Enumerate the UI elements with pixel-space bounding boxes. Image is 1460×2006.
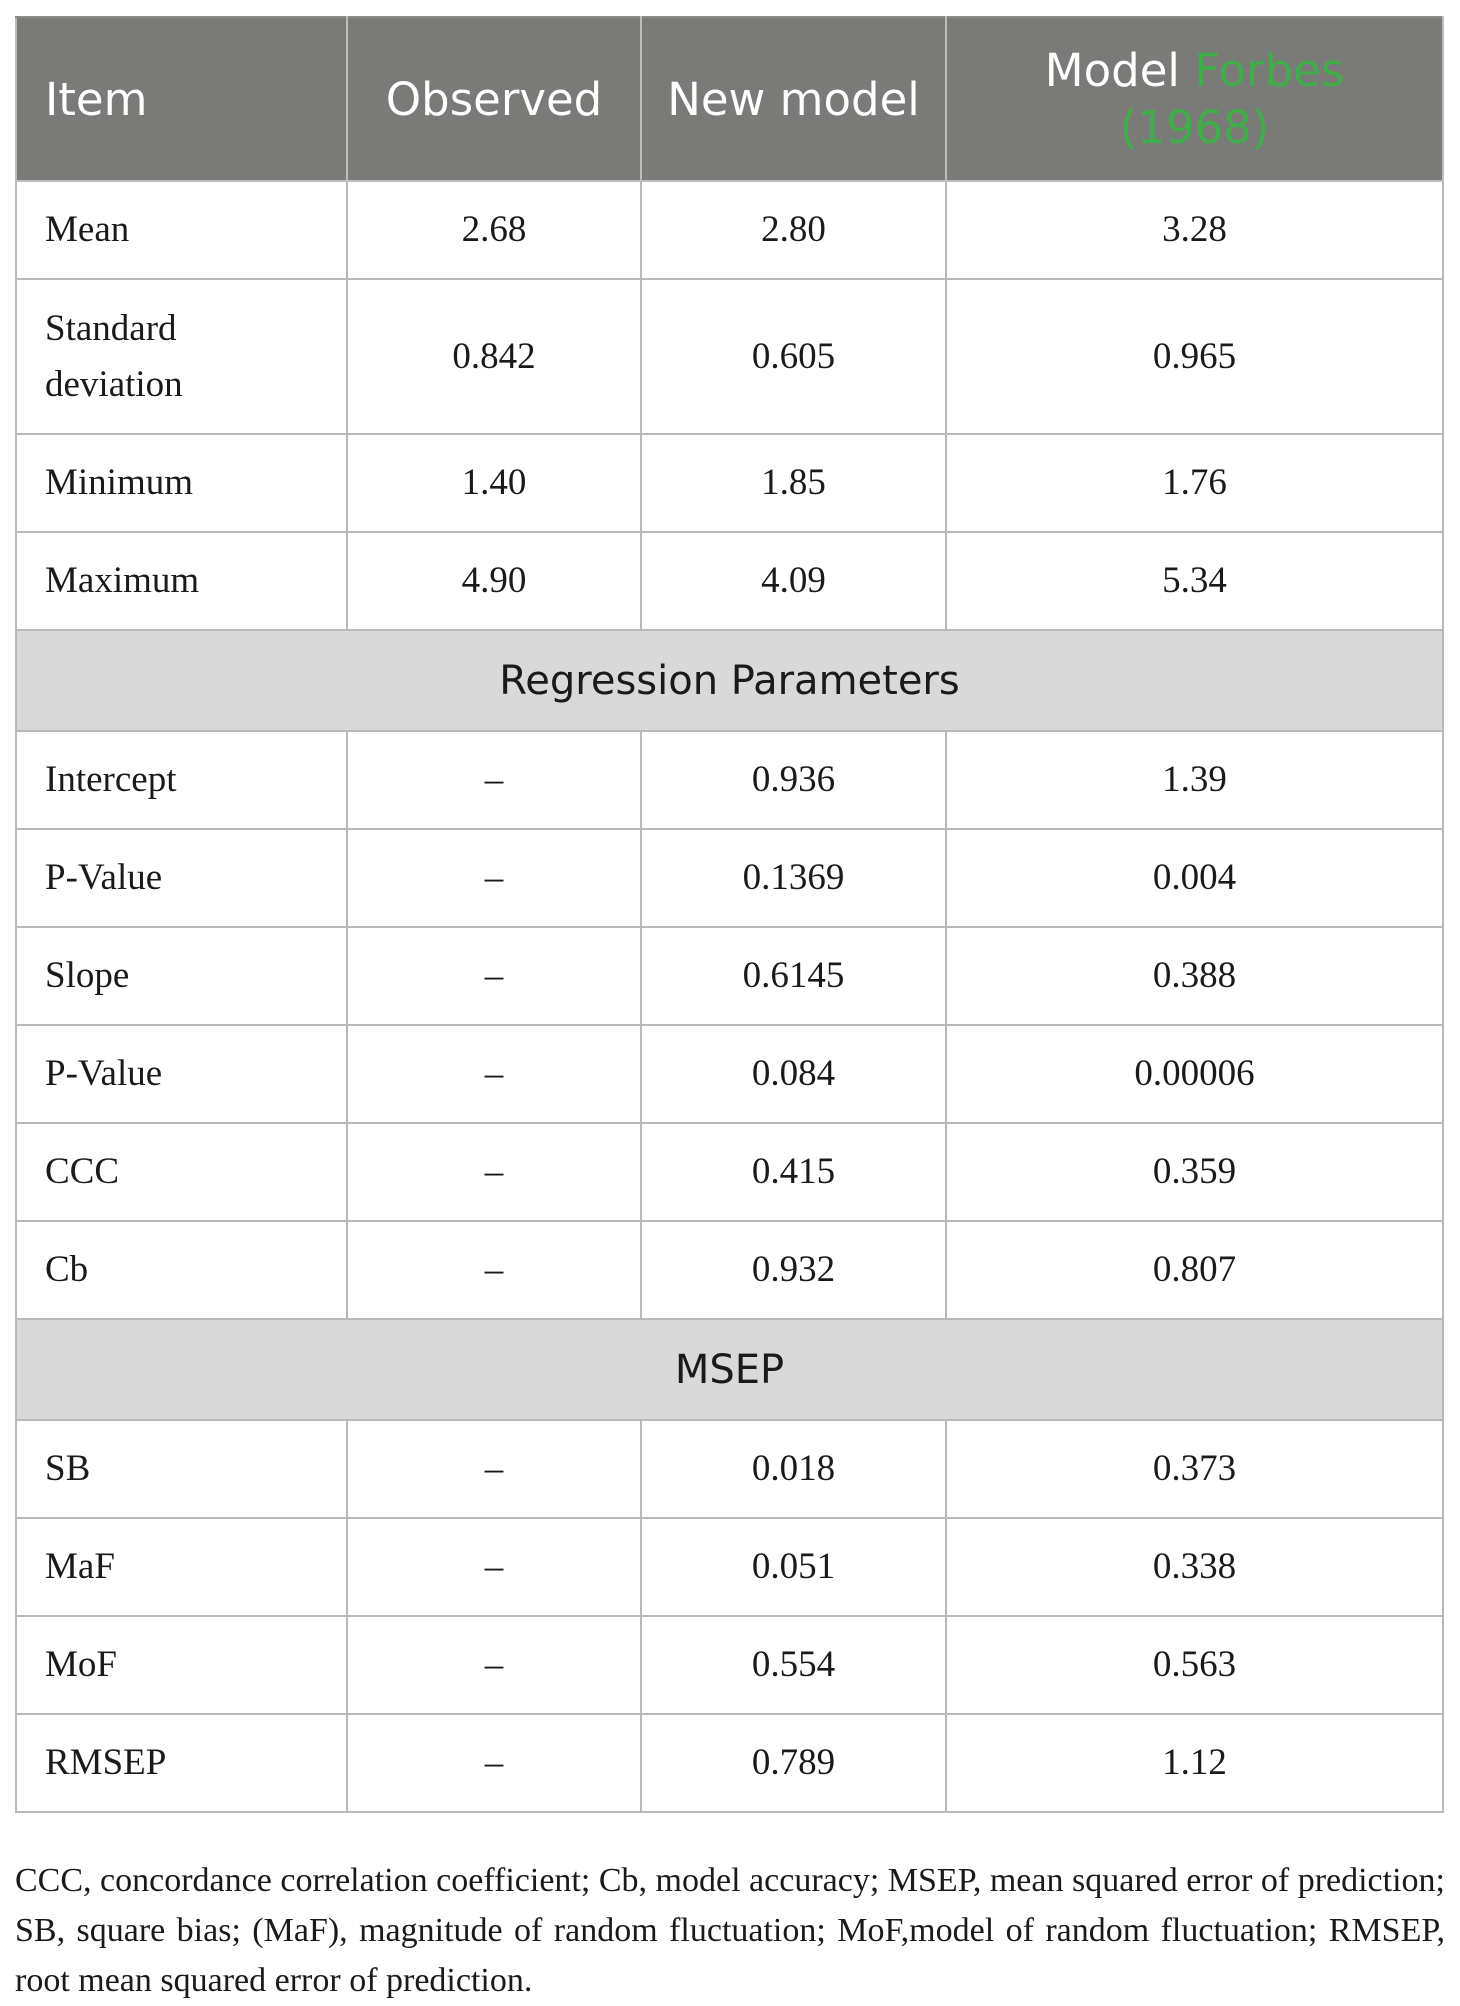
table-row [16, 434, 1443, 532]
cell-forbes: 0.807 [946, 1221, 1443, 1319]
cell-new-model: 0.605 [641, 279, 946, 434]
cell-forbes: 0.359 [946, 1123, 1443, 1221]
cell-new-model: 0.932 [641, 1221, 946, 1319]
row-item: RMSEP [16, 1714, 347, 1812]
cell-forbes: 0.004 [946, 829, 1443, 927]
table-row [16, 1518, 1443, 1616]
cell-new-model: 0.936 [641, 731, 946, 829]
section-title-regression: Regression Parameters [16, 630, 1443, 731]
cell-forbes: 3.28 [946, 181, 1443, 279]
row-item: MoF [16, 1616, 347, 1714]
cell-new-model: 4.09 [641, 532, 946, 630]
table-footnote: CCC, concordance correlation coefficient; Cb, model accuracy; MSEP, mean squared error of prediction; SB, square bias; (MaF), magnitude of random fluctuation; MoF,model of random fluctuation; RMSEP, root mean squared error of prediction. [15, 1862, 1445, 1999]
cell-forbes: 0.338 [946, 1518, 1443, 1616]
header-model-label: Model [1044, 44, 1180, 97]
table-row [16, 829, 1443, 927]
header-item: Item [16, 17, 347, 181]
cell-new-model: 0.554 [641, 1616, 946, 1714]
cell-forbes: 0.388 [946, 927, 1443, 1025]
table-row [16, 927, 1443, 1025]
table-row [16, 1616, 1443, 1714]
row-item: SB [16, 1420, 347, 1518]
citation-link-forbes-1968[interactable]: Forbes (1968) [1119, 44, 1345, 154]
cell-new-model: 0.6145 [641, 927, 946, 1025]
section-title-msep: MSEP [16, 1319, 1443, 1420]
cell-observed: – [347, 1123, 641, 1221]
cell-new-model: 0.789 [641, 1714, 946, 1812]
cell-new-model: 2.80 [641, 181, 946, 279]
section-header-row [16, 1319, 1443, 1420]
cell-observed: 2.68 [347, 181, 641, 279]
row-item: Standard deviation [16, 279, 347, 434]
header-row [16, 17, 1443, 181]
cell-observed: – [347, 1714, 641, 1812]
results-table [15, 16, 1444, 1813]
row-item: MaF [16, 1518, 347, 1616]
header-model-forbes [946, 17, 1443, 181]
row-item: Minimum [16, 434, 347, 532]
header-observed: Observed [347, 17, 641, 181]
cell-new-model: 0.084 [641, 1025, 946, 1123]
cell-observed: – [347, 731, 641, 829]
row-item: Mean [16, 181, 347, 279]
table-row [16, 181, 1443, 279]
cell-forbes: 0.00006 [946, 1025, 1443, 1123]
table-row [16, 731, 1443, 829]
table-row [16, 1221, 1443, 1319]
cell-forbes: 1.39 [946, 731, 1443, 829]
cell-forbes: 5.34 [946, 532, 1443, 630]
row-item: Intercept [16, 731, 347, 829]
row-item: Slope [16, 927, 347, 1025]
cell-forbes: 0.563 [946, 1616, 1443, 1714]
row-item: P-Value [16, 1025, 347, 1123]
table-row [16, 532, 1443, 630]
cell-observed: – [347, 1616, 641, 1714]
table-row [16, 1123, 1443, 1221]
table-container [15, 16, 1442, 1813]
cell-new-model: 0.1369 [641, 829, 946, 927]
cell-observed: 4.90 [347, 532, 641, 630]
cell-observed: – [347, 927, 641, 1025]
row-item: CCC [16, 1123, 347, 1221]
cell-observed: – [347, 1420, 641, 1518]
cell-observed: 0.842 [347, 279, 641, 434]
cell-observed: – [347, 1025, 641, 1123]
cell-observed: – [347, 1518, 641, 1616]
table-row [16, 1025, 1443, 1123]
cell-new-model: 0.415 [641, 1123, 946, 1221]
cell-forbes: 0.373 [946, 1420, 1443, 1518]
table-row [16, 1420, 1443, 1518]
row-item: P-Value [16, 829, 347, 927]
table-row [16, 1714, 1443, 1812]
cell-forbes: 0.965 [946, 279, 1443, 434]
cell-observed: – [347, 829, 641, 927]
section-header-row [16, 630, 1443, 731]
cell-new-model: 0.018 [641, 1420, 946, 1518]
row-item: Maximum [16, 532, 347, 630]
cell-observed: – [347, 1221, 641, 1319]
cell-new-model: 0.051 [641, 1518, 946, 1616]
table-row [16, 279, 1443, 434]
header-new-model: New model [641, 17, 946, 181]
row-item: Cb [16, 1221, 347, 1319]
cell-forbes: 1.76 [946, 434, 1443, 532]
cell-new-model: 1.85 [641, 434, 946, 532]
cell-observed: 1.40 [347, 434, 641, 532]
cell-forbes: 1.12 [946, 1714, 1443, 1812]
